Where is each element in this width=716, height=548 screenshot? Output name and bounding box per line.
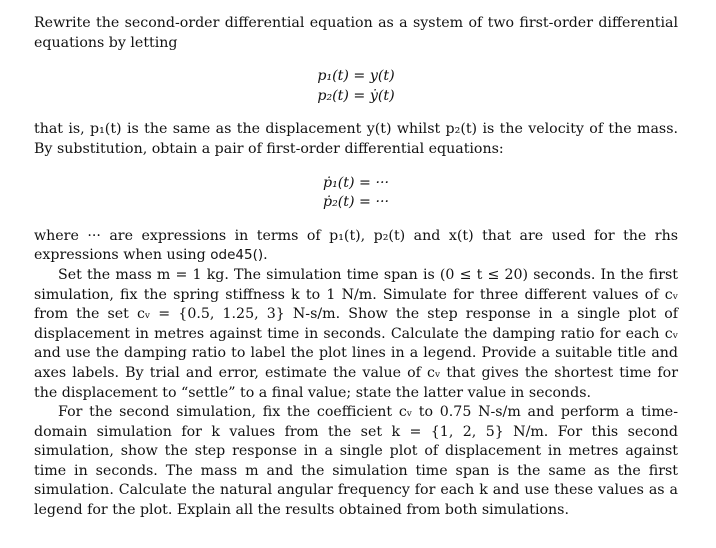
intro-paragraph: Rewrite the second-order differential equation as a system of two first-order differential equations by letting — [34, 15, 678, 51]
definition-p2: p₂(t) = ẏ(t) — [317, 87, 395, 104]
ode45-code: ode45() — [210, 247, 264, 264]
where-text: where ··· are expressions in terms of p₁(t), p₂(t) and x(t) that are used for the rhs expressions when using — [34, 227, 678, 264]
where-paragraph — [34, 227, 678, 266]
equation-p2-dot: ṗ₂(t) = ··· — [323, 194, 389, 211]
where-end: . — [263, 247, 268, 264]
equation-p1-dot: ṗ₁(t) = ··· — [323, 174, 389, 191]
first-simulation-paragraph: Set the mass m = 1 kg. The simulation time span is (0 ≤ t ≤ 20) seconds. In the first simulation, fix the spring stiffness k to 1 N/m. Simulate for three different values of cᵥ from the set cᵥ = {0.5, 1.25, 3} N-s/m. Show the step response in a single plot of displacement in metres against time in seconds. Calculate the damping ratio for each cᵥ and use the damping ratio to label the plot lines in a legend. Provide a suitable title and axes labels. By trial and error, estimate the value of cᵥ that gives the shortest time for the displacement to “settle” to a final value; state the latter value in seconds. — [34, 266, 678, 401]
definition-p1: p₁(t) = y(t) — [317, 68, 395, 85]
explanation-paragraph: that is, p₁(t) is the same as the displacement y(t) whilst p₂(t) is the velocity of the mass. By substitution, obtain a pair of first-order differential equations: — [34, 121, 678, 157]
second-simulation-paragraph: For the second simulation, fix the coefficient cᵥ to 0.75 N-s/m and perform a time-domain simulation for k values from the set k = {1, 2, 5} N/m. For this second simulation, show the step response in a single plot of displacement in metres against time in seconds. The mass m and the simulation time span is the same as the first simulation. Calculate the natural angular frequency for each k and use these values as a legend for the plot. Explain all the results obtained from both simulations. — [34, 404, 678, 519]
first-order-equations — [34, 174, 678, 213]
document-page — [34, 14, 678, 521]
substitution-definitions — [34, 67, 678, 106]
